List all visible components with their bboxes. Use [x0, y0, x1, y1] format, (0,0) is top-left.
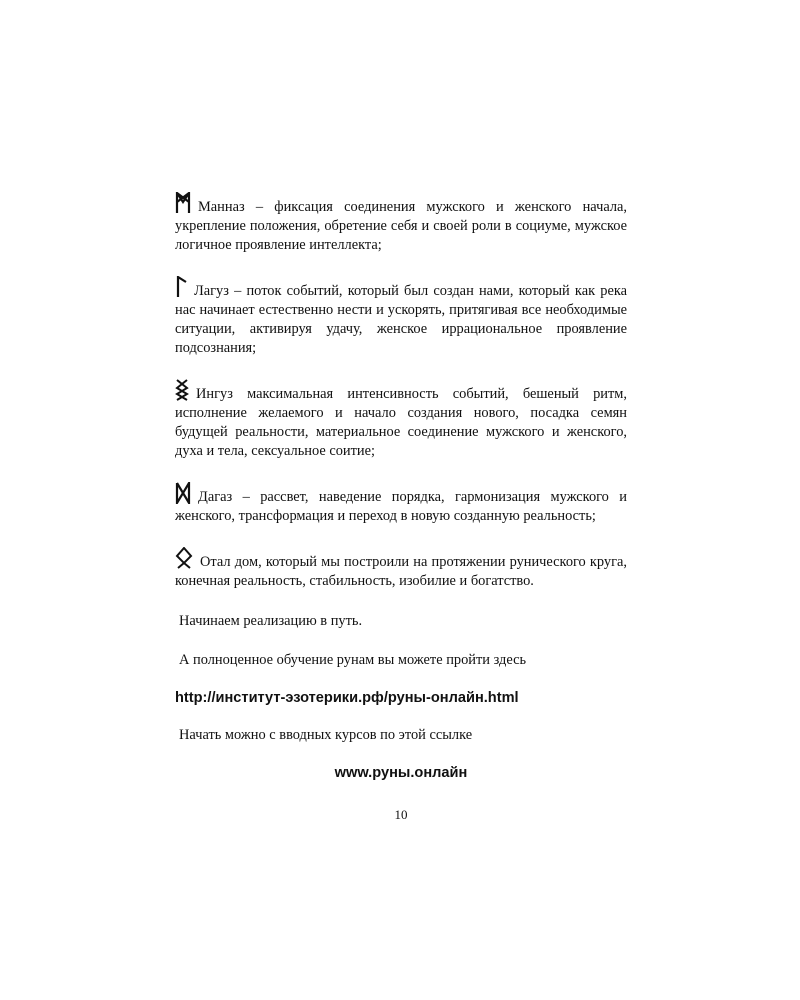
- study-text: А полноценное обучение рунам вы можете пройти здесь: [179, 652, 527, 668]
- rune-text: Отал дом, который мы построили на протяжении рунического круга, конечная реальность, стабильность, изобилие и богатство.: [175, 554, 627, 589]
- mannaz-rune-icon: [175, 192, 191, 214]
- rune-text: Дагаз – рассвет, наведение порядка, гармонизация мужского и женского, трансформация и переход в новую созданную реальность;: [175, 489, 627, 524]
- page-number: 10: [394, 807, 408, 822]
- rune-paragraph-dagaz: [175, 482, 627, 526]
- intro-link[interactable]: www.руны.онлайн: [334, 765, 468, 781]
- rune-paragraph-mannaz: [175, 192, 627, 255]
- rune-text: Лагуз – поток событий, который был создан нами, который как река нас начинает естественно нести и ускорять, притягивая все необходимые ситуации, активируя удачу, женское иррациональное проявление подсознания;: [175, 283, 627, 356]
- ingwaz-rune-icon: [175, 379, 189, 401]
- rune-paragraph-ingwaz: [175, 379, 627, 461]
- rune-paragraph-othala: [175, 547, 627, 591]
- othala-rune-icon: [175, 547, 193, 569]
- start-text: Начинаем реализацию в путь.: [179, 613, 363, 629]
- intro-text: Начать можно с вводных курсов по этой ссылке: [179, 727, 473, 743]
- rune-text: Манназ – фиксация соединения мужского и женского начала, укрепление положения, обретение себя и своей роли в социуме, мужское логичное проявление интеллекта;: [175, 199, 627, 253]
- rune-paragraph-laguz: [175, 276, 627, 358]
- laguz-rune-icon: [175, 276, 187, 298]
- study-link[interactable]: http://институт-эзотерики.рф/руны-онлайн.html: [175, 690, 519, 706]
- document-page: [175, 192, 627, 823]
- dagaz-rune-icon: [175, 482, 191, 504]
- rune-text: Ингуз максимальная интенсивность событий, бешеный ритм, исполнение желаемого и начало создания нового, посадка семян будущей реальности, материальное соединение мужского и женского, духа и тела, сексуальное соитие;: [175, 386, 627, 459]
